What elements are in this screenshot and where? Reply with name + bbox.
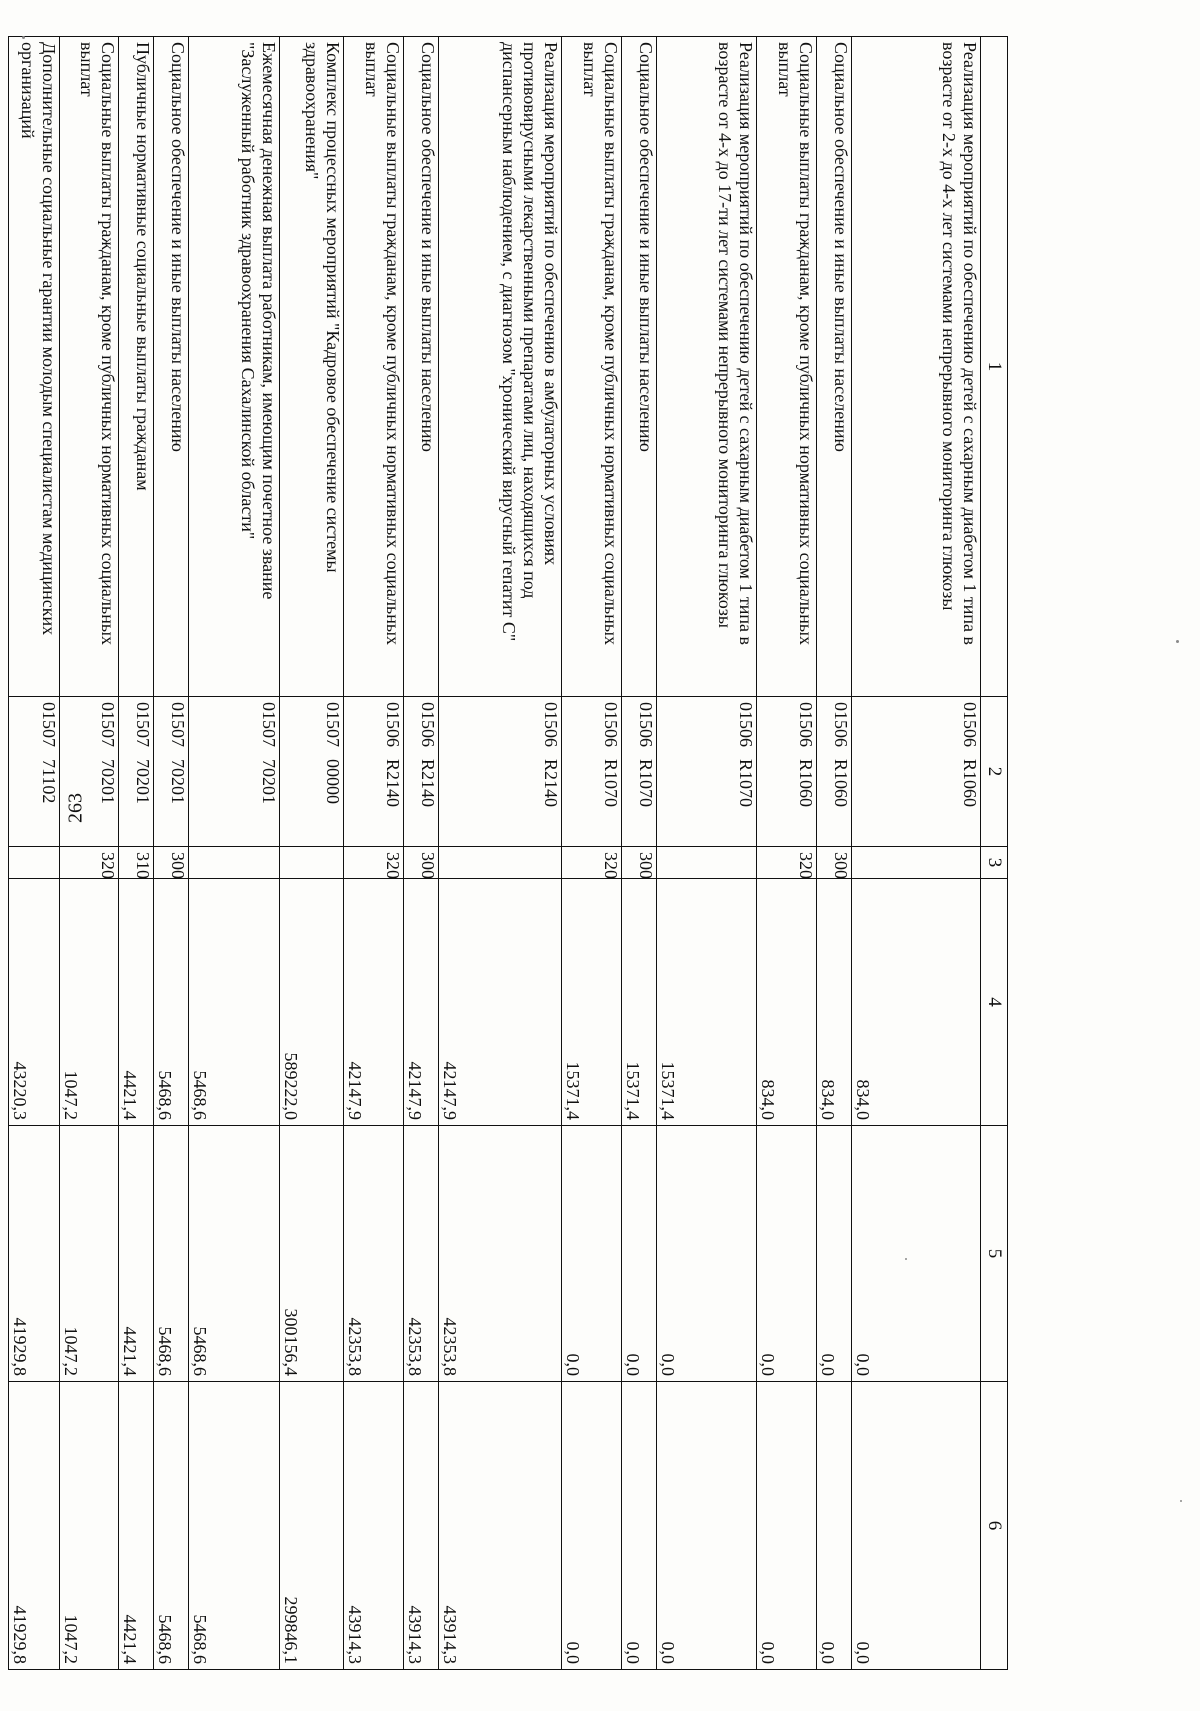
row-type-cell: 320 [757,847,817,879]
scan-speck [905,1258,907,1260]
row-value-col4: 589222,0 [280,879,344,1126]
row-name-cell: Социальные выплаты гражданам, кроме публичных нормативных социальных выплат [344,37,404,697]
row-section-code: 01506 [636,702,656,747]
row-target-code: R1070 [736,759,756,808]
row-value-col4: 15371,4 [657,879,757,1126]
row-code-cell [562,697,622,847]
row-value-col4: 5468,6 [189,879,280,1126]
row-name-cell: Социальное обеспечение и иные выплаты населению [404,37,439,697]
row-code-cell [119,697,154,847]
budget-table [8,36,1008,1670]
row-name-cell: Социальное обеспечение и иные выплаты населению [817,37,852,697]
row-section-code: 01506 [831,702,851,747]
table-row [439,37,562,1670]
row-section-code: 01507 [133,702,153,747]
table-row [154,37,189,1670]
scan-speck [1176,640,1179,643]
row-section-code: 01506 [418,702,438,747]
row-section-code: 01507 [39,702,59,747]
table-row [622,37,657,1670]
row-value-col5: 4421,4 [119,1126,154,1382]
col-header-4: 4 [981,879,1008,1126]
table-row [189,37,280,1670]
table-row [280,37,344,1670]
row-value-col4: 42147,9 [404,879,439,1126]
row-type-cell [852,847,981,879]
row-value-col4: 15371,4 [562,879,622,1126]
row-name-cell: Реализация мероприятий по обеспечению в амбулаторных условиях противовирусными лекарственными препаратами лиц, находящихся под диспансерным наблюдением, с диагнозом "хронический вирусный гепатит С" [439,37,562,697]
row-section-code: 01506 [541,702,561,747]
row-target-code: R1070 [636,759,656,808]
row-code-cell [344,697,404,847]
row-value-col5: 1047,2 [60,1126,119,1382]
row-value-col4: 15371,4 [622,879,657,1126]
row-target-code: 00000 [323,759,343,804]
row-type-cell: 300 [817,847,852,879]
row-name-cell: Социальные выплаты гражданам, кроме публичных нормативных социальных выплат [757,37,817,697]
row-section-code: 01506 [796,702,816,747]
row-type-cell: 300 [404,847,439,879]
row-code-cell [439,697,562,847]
row-value-col5: 0,0 [817,1126,852,1382]
row-value-col5: 0,0 [757,1126,817,1382]
row-code-cell [404,697,439,847]
row-value-col4: 834,0 [817,879,852,1126]
row-code-cell [154,697,189,847]
row-code-cell [852,697,981,847]
row-code-cell [9,697,60,847]
col-header-3: 3 [981,847,1008,879]
row-target-code: 70201 [98,759,118,804]
table-row [852,37,981,1670]
row-name-cell: Дополнительные социальные гарантии молодым специалистам медицинских организаций [9,37,60,697]
row-value-col6: 0,0 [817,1382,852,1670]
row-value-col4: 42147,9 [344,879,404,1126]
row-value-col5: 0,0 [622,1126,657,1382]
row-value-col6: 43914,3 [404,1382,439,1670]
row-target-code: R2140 [541,759,561,808]
row-target-code: R2140 [383,759,403,808]
row-section-code: 01506 [960,702,980,747]
row-section-code: 01506 [601,702,621,747]
row-value-col6: 0,0 [852,1382,981,1670]
row-value-col6: 0,0 [562,1382,622,1670]
row-name-cell: Реализация мероприятий по обеспечению детей с сахарным диабетом 1 типа в возрасте от 2-х до 4-х лет системами непрерывного мониторинга глюкозы [852,37,981,697]
row-target-code: 70201 [133,759,153,804]
row-code-cell [60,697,119,847]
row-target-code: R1060 [796,759,816,808]
row-value-col6: 43914,3 [344,1382,404,1670]
row-name-cell: Социальные выплаты гражданам, кроме публичных нормативных социальных выплат [562,37,622,697]
row-type-cell: 310 [119,847,154,879]
row-value-col6: 5468,6 [154,1382,189,1670]
row-value-col5: 41929,8 [9,1126,60,1382]
row-code-cell [280,697,344,847]
row-section-code: 01507 [168,702,188,747]
row-name-cell: Социальное обеспечение и иные выплаты населению [154,37,189,697]
row-name-cell: Комплекс процессных мероприятий "Кадровое обеспечение системы здравоохранения" [280,37,344,697]
row-value-col6: 5468,6 [189,1382,280,1670]
table-row [817,37,852,1670]
row-name-cell: Социальное обеспечение и иные выплаты населению [622,37,657,697]
row-value-col5: 42353,8 [404,1126,439,1382]
row-value-col6: 0,0 [757,1382,817,1670]
row-target-code: 71102 [39,759,59,804]
row-value-col5: 0,0 [657,1126,757,1382]
col-header-5: 5 [981,1126,1008,1382]
row-target-code: R1060 [960,759,980,808]
table-row [344,37,404,1670]
scan-speck [1180,1500,1182,1502]
row-value-col4: 4421,4 [119,879,154,1126]
row-value-col6: 1047,2 [60,1382,119,1670]
row-target-code: R1060 [831,759,851,808]
row-value-col6: 0,0 [622,1382,657,1670]
row-value-col4: 834,0 [757,879,817,1126]
row-code-cell [757,697,817,847]
table-row [60,37,119,1670]
header-row [981,37,1008,1670]
row-value-col6: 43914,3 [439,1382,562,1670]
row-name-cell: Публичные нормативные социальные выплаты гражданам [119,37,154,697]
row-target-code: 70201 [168,759,188,804]
row-code-cell [622,697,657,847]
row-type-cell: 320 [344,847,404,879]
row-value-col5: 0,0 [852,1126,981,1382]
row-value-col6: 4421,4 [119,1382,154,1670]
row-target-code: R1070 [601,759,621,808]
row-name-cell: Ежемесячная денежная выплата работникам, имеющим почетное звание "Заслуженный работник здравоохранения Сахалинской области" [189,37,280,697]
row-type-cell [657,847,757,879]
table-row [657,37,757,1670]
row-type-cell: 300 [622,847,657,879]
col-header-1: 1 [981,37,1008,697]
row-value-col5: 5468,6 [154,1126,189,1382]
page-number: 263 [64,793,87,823]
row-code-cell [189,697,280,847]
row-value-col4: 5468,6 [154,879,189,1126]
row-value-col4: 834,0 [852,879,981,1126]
row-type-cell [189,847,280,879]
row-section-code: 01507 [259,702,279,747]
row-value-col6: 41929,8 [9,1382,60,1670]
row-value-col5: 0,0 [562,1126,622,1382]
row-value-col4: 42147,9 [439,879,562,1126]
row-code-cell [657,697,757,847]
row-type-cell: 320 [60,847,119,879]
row-type-cell: 300 [154,847,189,879]
row-value-col6: 0,0 [657,1382,757,1670]
row-value-col5: 42353,8 [344,1126,404,1382]
table-row [9,37,60,1670]
row-value-col4: 1047,2 [60,879,119,1126]
row-type-cell [439,847,562,879]
row-value-col5: 300156,4 [280,1126,344,1382]
row-name-cell: Социальные выплаты гражданам, кроме публичных нормативных социальных выплат [60,37,119,697]
row-code-cell [817,697,852,847]
table-row [757,37,817,1670]
row-section-code: 01507 [323,702,343,747]
col-header-6: 6 [981,1382,1008,1670]
row-value-col5: 5468,6 [189,1126,280,1382]
row-section-code: 01506 [736,702,756,747]
col-header-2: 2 [981,697,1008,847]
table-row [404,37,439,1670]
row-target-code: 70201 [259,759,279,804]
row-value-col6: 299846,1 [280,1382,344,1670]
row-type-cell: 320 [562,847,622,879]
row-type-cell [280,847,344,879]
scan-speck [22,36,25,39]
row-value-col4: 43220,3 [9,879,60,1126]
row-section-code: 01507 [98,702,118,747]
row-target-code: R2140 [418,759,438,808]
table-row [119,37,154,1670]
row-type-cell [9,847,60,879]
table-row [562,37,622,1670]
row-name-cell: Реализация мероприятий по обеспечению детей с сахарным диабетом 1 типа в возрасте от 4-х до 17-ти лет системами непрерывного мониторинга глюкозы [657,37,757,697]
row-value-col5: 42353,8 [439,1126,562,1382]
row-section-code: 01506 [383,702,403,747]
